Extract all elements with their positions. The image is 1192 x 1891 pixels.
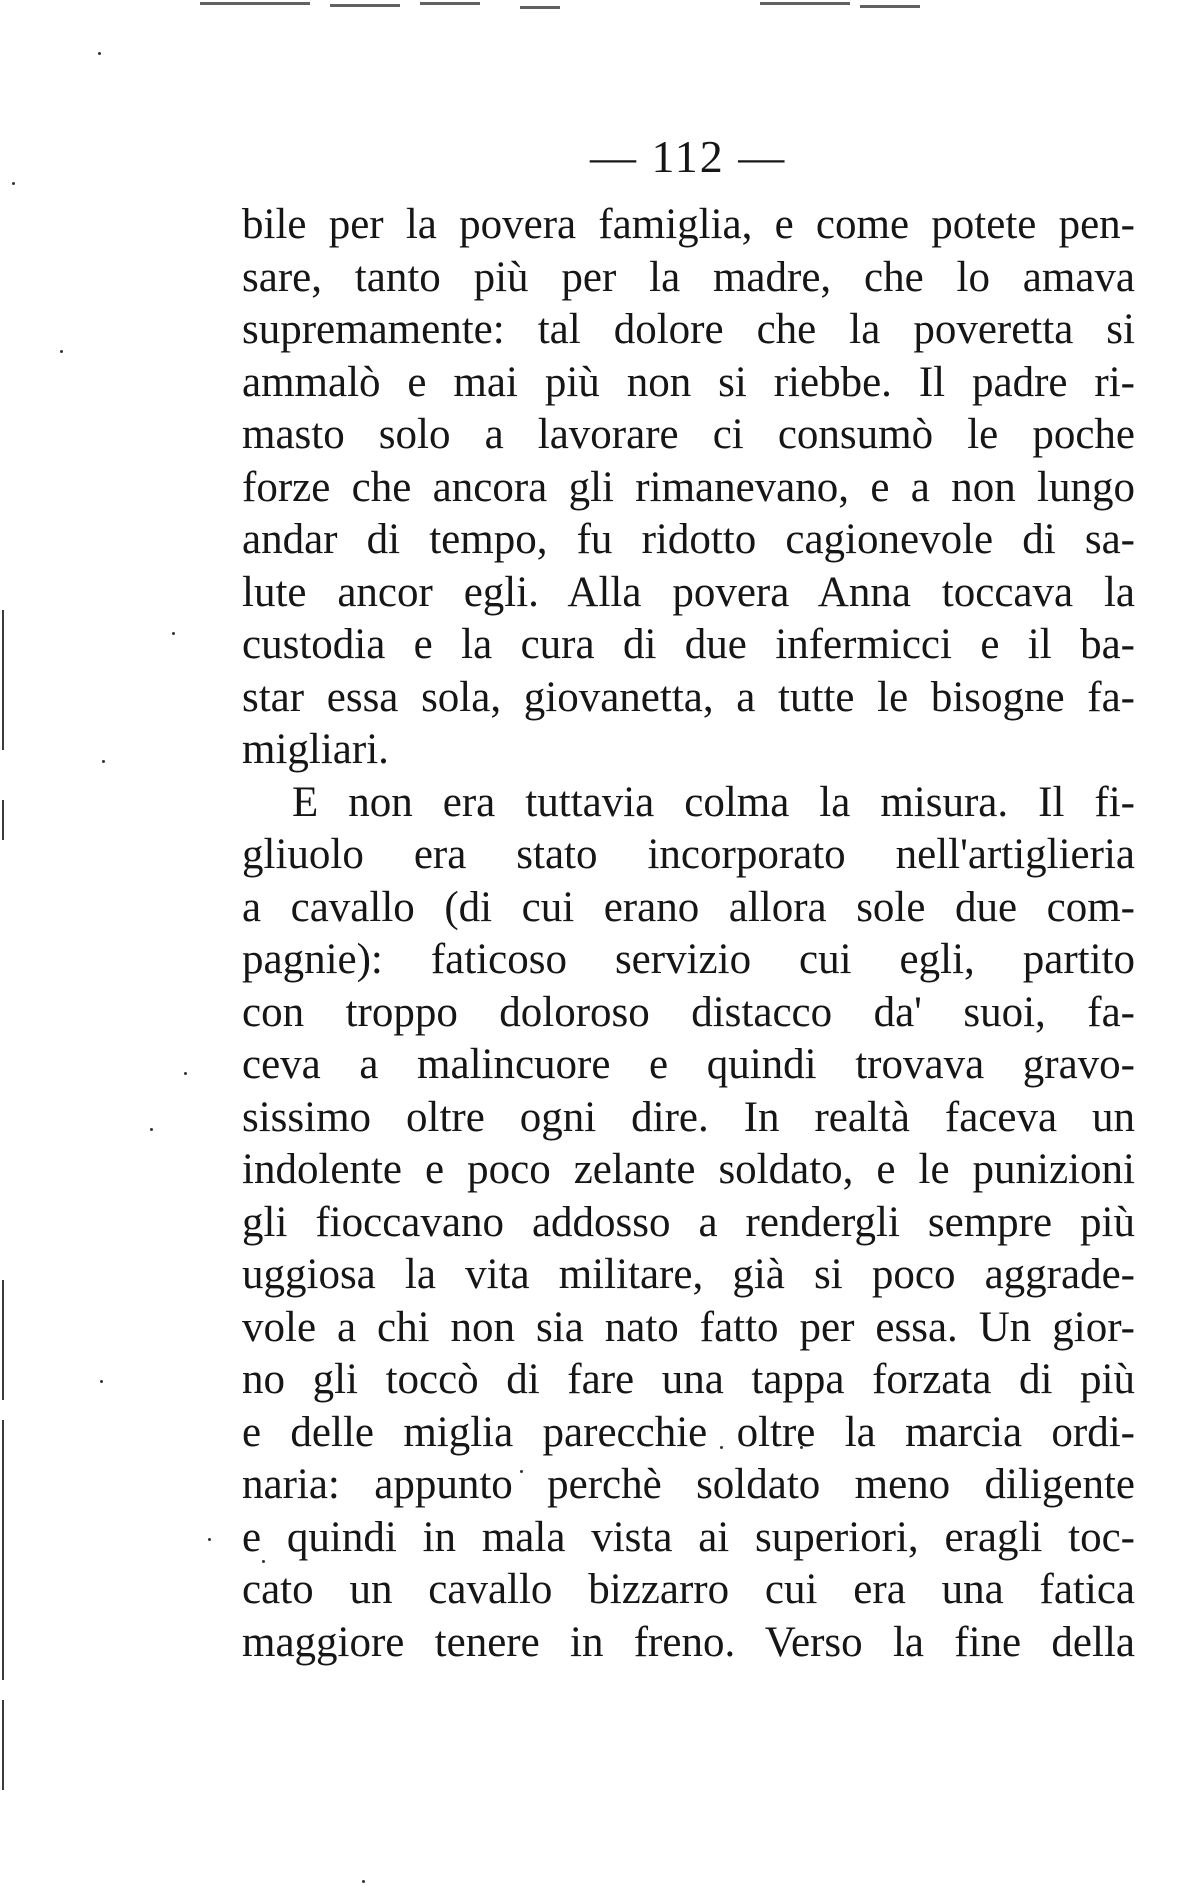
text-line: vole a chi non sia nato fatto per essa. Un gior-: [242, 1303, 1135, 1351]
text-line: andar di tempo, fu ridotto cagionevole di sa-: [242, 516, 1135, 563]
scan-edge-noise: [0, 0, 1192, 20]
text-line: naria: appunto perchè soldato meno diligente: [242, 1461, 1135, 1508]
scan-speck: [100, 1380, 103, 1383]
text-line: E non era tuttavia colma la misura. Il fi-: [292, 778, 1135, 826]
text-line: custodia e la cura di due infermicci e il ba-: [242, 621, 1135, 668]
text-line: sare, tanto più per la madre, che lo amava: [242, 253, 1135, 301]
text-line: migliari.: [242, 726, 389, 773]
text-line: no gli toccò di fare una tappa forzata di più: [242, 1356, 1135, 1403]
text-line: masto solo a lavorare ci consumò le poche: [242, 411, 1135, 458]
body-text: [242, 199, 1135, 1669]
scan-speck: [102, 760, 105, 763]
text-line: ceva a malincuore e quindi trovava gravo-: [242, 1041, 1135, 1088]
text-line: e quindi in mala vista ai superiori, eragli toc-: [242, 1513, 1135, 1561]
scan-left-edge: [0, 0, 14, 1891]
text-line: uggiosa la vita militare, già si poco aggrade-: [242, 1251, 1135, 1298]
text-line: con troppo doloroso distacco da' suoi, fa-: [242, 988, 1135, 1036]
text-line: ammalò e mai più non si riebbe. Il padre ri-: [242, 358, 1135, 406]
scan-speck: [208, 1538, 211, 1541]
scan-speck: [60, 350, 63, 353]
scan-speck: [362, 1880, 365, 1883]
scan-speck: [150, 1128, 153, 1131]
text-line: gli fioccavano addosso a rendergli sempre più: [242, 1198, 1135, 1246]
text-line: sissimo oltre ogni dire. In realtà faceva un: [242, 1093, 1135, 1141]
text-line: pagnie): faticoso servizio cui egli, partito: [242, 936, 1135, 983]
text-line: forze che ancora gli rimanevano, e a non lungo: [242, 463, 1135, 511]
text-line: supremamente: tal dolore che la poveretta si: [242, 306, 1135, 353]
text-line: cato un cavallo bizzarro cui era una fatica: [242, 1566, 1135, 1613]
text-line: e delle miglia parecchie oltre la marcia ordi-: [242, 1408, 1135, 1456]
scan-speck: [12, 182, 15, 185]
text-line: indolente e poco zelante soldato, e le punizioni: [242, 1146, 1135, 1193]
scan-speck: [184, 1072, 187, 1075]
text-line: lute ancor egli. Alla povera Anna toccava la: [242, 568, 1135, 616]
scan-speck: [172, 632, 175, 635]
scan-speck: [98, 52, 101, 55]
text-line: gliuolo era stato incorporato nell'artiglieria: [242, 831, 1135, 878]
text-line: a cavallo (di cui erano allora sole due com-: [242, 883, 1135, 931]
text-line: maggiore tenere in freno. Verso la fine della: [242, 1618, 1135, 1666]
text-line: bile per la povera famiglia, e come potete pen-: [242, 201, 1135, 248]
text-line: star essa sola, giovanetta, a tutte le bisogne fa-: [242, 673, 1135, 721]
page-number: — 112 —: [590, 131, 787, 182]
